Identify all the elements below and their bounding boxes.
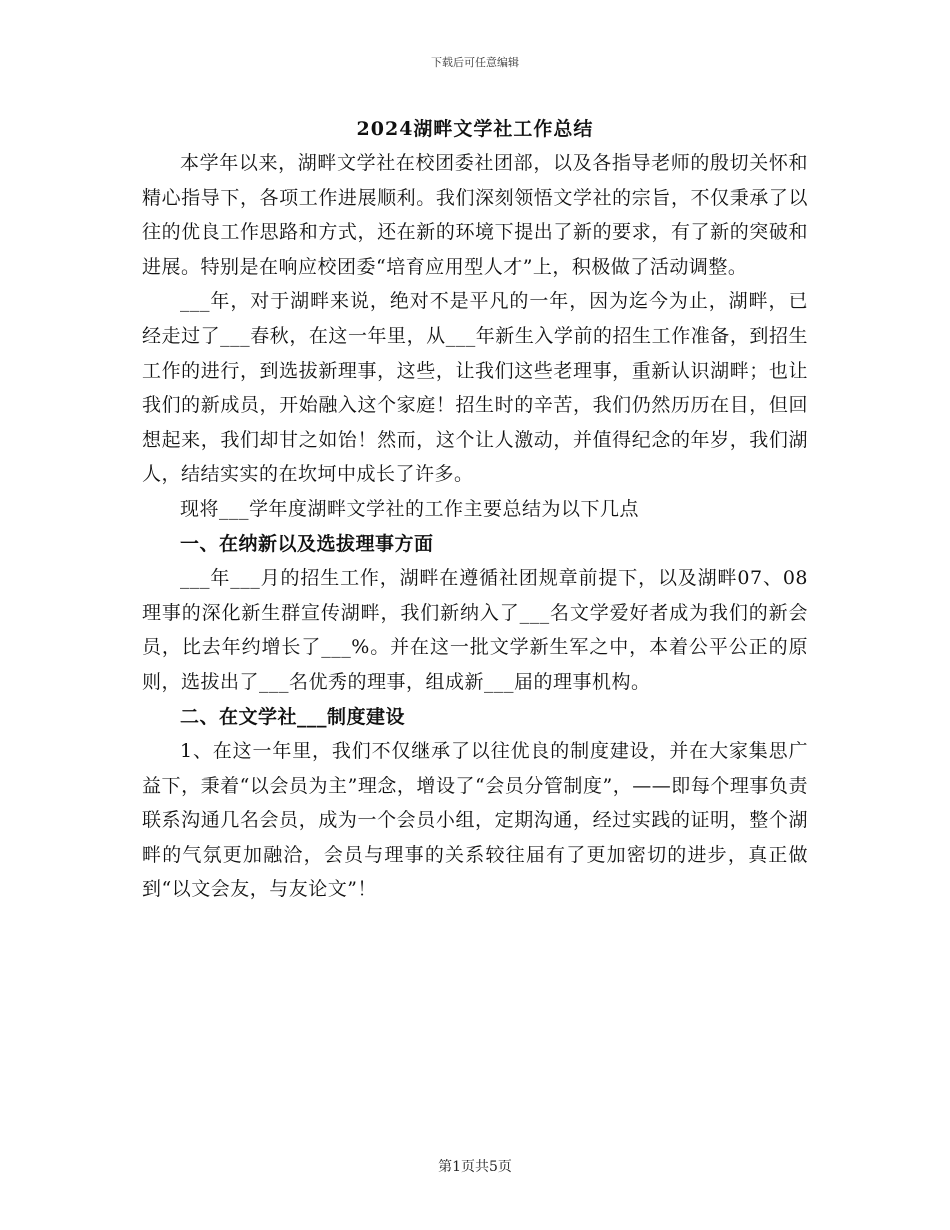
- document-title: 2024湖畔文学社工作总结: [356, 118, 594, 140]
- recruitment-paragraph: ___年___月的招生工作，湖畔在遵循社团规章前提下，以及湖畔07、08理事的深化新生群宣传湖畔，我们新纳入了___名文学爱好者成为我们的新会员，比去年约增长了___%。并在这一批文学新生军之中，本着公平公正的原则，选拔出了___名优秀的理事，组成新___届的理事机构。: [142, 567, 808, 693]
- institution-paragraph: 1、在这一年里，我们不仅继承了以往优良的制度建设，并在大家集思广益下，秉着“以会员为主”理念，增设了“会员分管制度”，——即每个理事负责联系沟通几名会员，成为一个会员小组，定期沟通，经过实践的证明，整个湖畔的气氛更加融洽，会员与理事的关系较往届有了更加密切的进步，真正做到“以文会友，与友论文”！: [142, 740, 808, 901]
- page-footer: 第1页共5页: [438, 1159, 512, 1175]
- header-note: 下载后可任意编辑: [431, 56, 519, 69]
- section-heading-institution: 二、在文学社___制度建设: [180, 705, 406, 728]
- document-body: [142, 146, 808, 907]
- summary-lead-paragraph: 现将___学年度湖畔文学社的工作主要总结为以下几点: [180, 497, 640, 520]
- section-heading-recruitment: 一、在纳新以及选拔理事方面: [180, 532, 434, 555]
- year-review-paragraph: ___年，对于湖畔来说，绝对不是平凡的一年，因为迄今为止，湖畔，已经走过了___春秋，在这一年里，从___年新生入学前的招生工作准备，到招生工作的进行，到选拔新理事，这些，让我们这些老理事，重新认识湖畔；也让我们的新成员，开始融入这个家庭！招生时的辛苦，我们仍然历历在目，但回想起来，我们却甘之如饴！然而，这个让人激动，并值得纪念的年岁，我们湖人，结结实实的在坎坷中成长了许多。: [142, 290, 808, 486]
- intro-paragraph: 本学年以来，湖畔文学社在校团委社团部，以及各指导老师的殷切关怀和精心指导下，各项工作进展顺利。我们深刻领悟文学社的宗旨，不仅秉承了以往的优良工作思路和方式，还在新的环境下提出了新的要求，有了新的突破和进展。特别是在响应校团委“培育应用型人才”上，积极做了活动调整。: [142, 152, 808, 278]
